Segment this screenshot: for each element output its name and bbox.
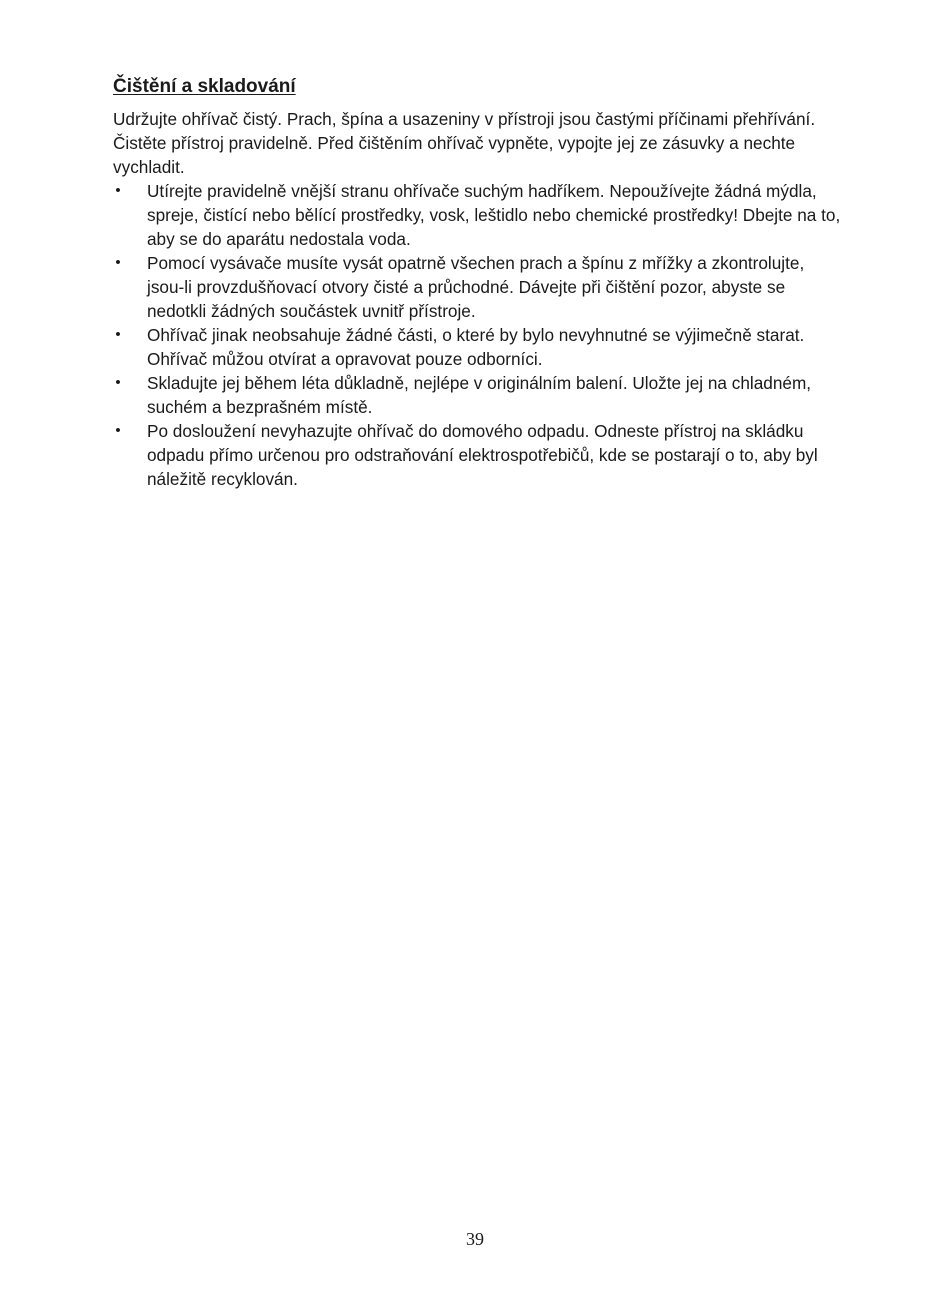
bullet-icon: • [115, 326, 121, 343]
instruction-list [113, 179, 843, 491]
section-heading: Čištění a skladování [113, 76, 296, 97]
bullet-icon: • [115, 182, 121, 199]
bullet-icon: • [115, 374, 121, 391]
intro-paragraph: Udržujte ohřívač čistý. Prach, špína a usazeniny v přístroji jsou častými příčinami přehřívání. Čistěte přístroj pravidelně. Před čištěním ohřívač vypněte, vypojte jej ze zásuvky a nechte vychladit. [113, 109, 816, 177]
list-item [113, 323, 843, 371]
list-item [113, 251, 843, 323]
list-item [113, 179, 843, 251]
list-item [113, 371, 843, 419]
page-number: 39 [466, 1229, 484, 1249]
list-item-text: Po dosloužení nevyhazujte ohřívač do domového odpadu. Odneste přístroj na skládku odpadu přímo určenou pro odstraňování elektrospotřebičů, kde se postarají o to, aby byl náležitě recyklován. [147, 421, 818, 489]
bullet-icon: • [115, 422, 121, 439]
bullet-icon: • [115, 254, 121, 271]
list-item-text: Pomocí vysávače musíte vysát opatrně všechen prach a špínu z mřížky a zkontrolujte, jsou-li provzdušňovací otvory čisté a průchodné. Dávejte při čištění pozor, abyste se nedotkli žádných součástek uvnitř přístroje. [147, 253, 805, 321]
list-item-text: Ohřívač jinak neobsahuje žádné části, o které by bylo nevyhnutné se výjimečně starat. Ohřívač můžou otvírat a opravovat pouze odborníci. [147, 325, 805, 369]
page-content [113, 73, 843, 491]
list-item-text: Utírejte pravidelně vnější stranu ohřívače suchým hadříkem. Nepoužívejte žádná mýdla, spreje, čistící nebo bělící prostředky, vosk, leštidlo nebo chemické prostředky! Dbejte na to, aby se do aparátu nedostala voda. [147, 181, 841, 249]
list-item-text: Skladujte jej během léta důkladně, nejlépe v originálním balení. Uložte jej na chladném, suchém a bezprašném místě. [147, 373, 812, 417]
list-item [113, 419, 843, 491]
